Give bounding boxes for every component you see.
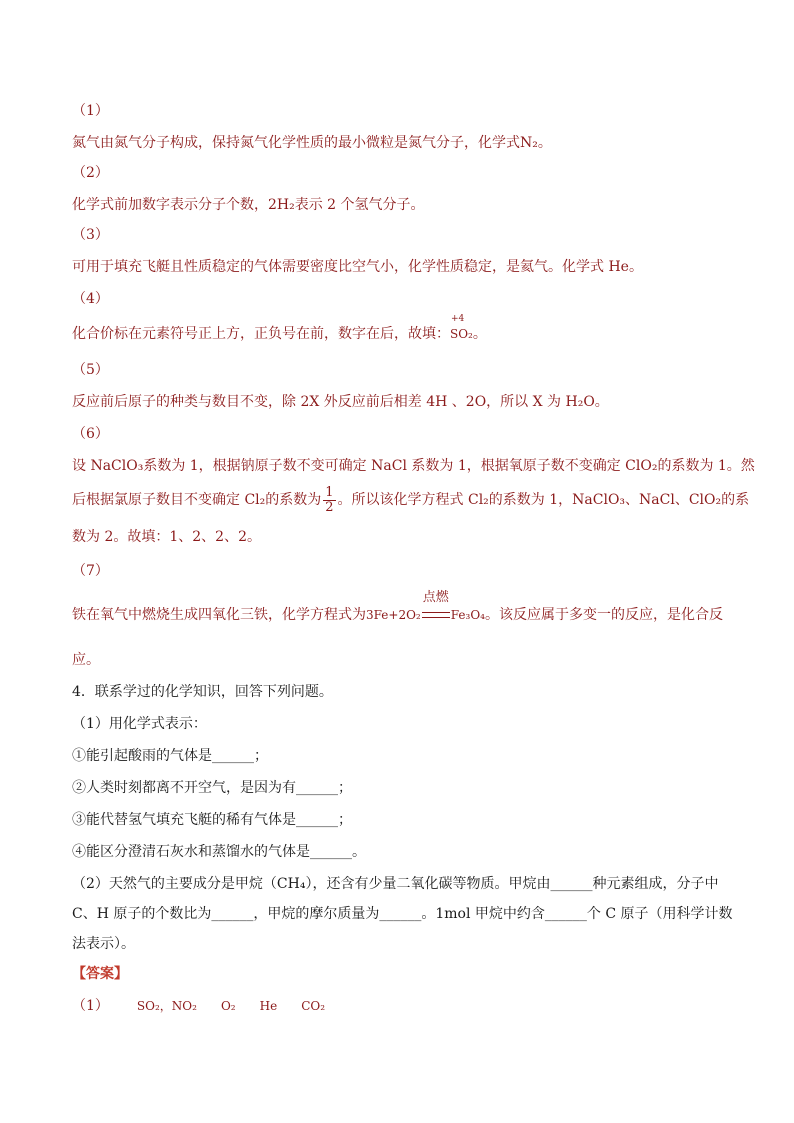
section-3-text: 可用于填充飞艇且性质稳定的气体需要密度比空气小，化学性质稳定，是氦气。化学式 He。 [72,259,643,275]
answer-value: He [259,999,278,1013]
fraction [323,486,335,515]
section-2-label: （2） [72,165,109,181]
question-item: ③能代替氢气填充飞艇的稀有气体是______； [72,812,352,828]
section-6-line-2-after: 。所以该化学方程式 Cl₂的系数为 1，NaClO₃、NaCl、ClO₂的系 [337,492,750,508]
question-item: ①能引起酸雨的气体是______； [72,748,268,764]
section-7-line-1-after: 。该反应属于多变一的反应，是化合反 [484,607,723,623]
valence-formula [450,314,473,344]
fraction-numerator: 1 [325,484,334,500]
section-3-label: （3） [72,227,109,243]
question-item: ④能区分澄清石灰水和蒸馏水的气体是______。 [72,844,366,860]
answer-label: （1） [72,998,109,1014]
question-4-part-2-line-2: C、H 原子的个数比为______，甲烷的摩尔质量为______。1mol 甲烷中约含______个 C 原子（用科学计数 [72,906,733,922]
section-4-text-after: 。 [472,326,487,342]
answer-value: SO₂，NO₂ [136,999,197,1013]
section-6-line-3: 数为 2。故填：1、2、2、2。 [72,529,261,545]
section-7-line-2: 应。 [72,652,100,668]
section-6-line-1: 设 NaClO₃系数为 1，根据钠原子数不变可确定 NaCl 系数为 1，根据氧原子数不变确定 ClO₂的系数为 1。然 [72,458,755,474]
question-4-part-1-label: （1）用化学式表示： [72,716,207,732]
reaction-arrow [421,590,451,625]
section-1-label: （1） [72,103,109,119]
answer-value: CO₂ [301,999,326,1013]
section-2-text: 化学式前加数字表示分子个数，2H₂表示 2 个氢气分子。 [72,197,425,213]
question-4-part-2-line-3: 法表示）。 [72,936,135,952]
valence-formula-text: SO₂ [450,327,473,341]
equation-right: Fe₃O₄ [450,608,485,622]
section-4-text [72,314,487,344]
question-4-title: 4．联系学过的化学知识，回答下列问题。 [72,684,333,700]
section-7-line-1 [72,590,723,625]
answer-heading: 【答案】 [72,966,128,982]
fraction-denominator: 2 [325,499,334,515]
section-7-label: （7） [72,563,109,579]
answer-line [72,996,325,1016]
equation-left: 3Fe+2O₂ [366,608,421,622]
section-4-text-before: 化合价标在元素符号正上方，正负号在前，数字在后，故填： [72,326,450,342]
section-6-line-2 [72,484,749,516]
section-5-label: （5） [72,362,109,378]
section-6-label: （6） [72,426,109,442]
section-7-line-1-before: 铁在氧气中燃烧生成四氧化三铁，化学方程式为 [72,607,366,623]
section-4-label: （4） [72,291,109,307]
reaction-condition: 点燃 [422,590,449,605]
equals-bar [422,612,450,618]
section-1-text: 氮气由氮气分子构成，保持氮气化学性质的最小微粒是氮气分子，化学式N₂。 [72,135,552,151]
answer-value: O₂ [220,999,236,1013]
question-4-part-2-line-1: （2）天然气的主要成分是甲烷（CH₄），还含有少量二氧化碳等物质。甲烷由______种元素组成，分子中 [72,876,719,892]
section-6-line-2-before: 后根据氯原子数目不变确定 Cl₂的系数为 [72,492,322,508]
valence-mark: +4 [451,314,465,324]
section-5-text: 反应前后原子的种类与数目不变，除 2X 外反应前后相差 4H 、2O，所以 X 为 H₂O。 [72,394,609,410]
question-item: ②人类时刻都离不开空气，是因为有______； [72,780,352,796]
